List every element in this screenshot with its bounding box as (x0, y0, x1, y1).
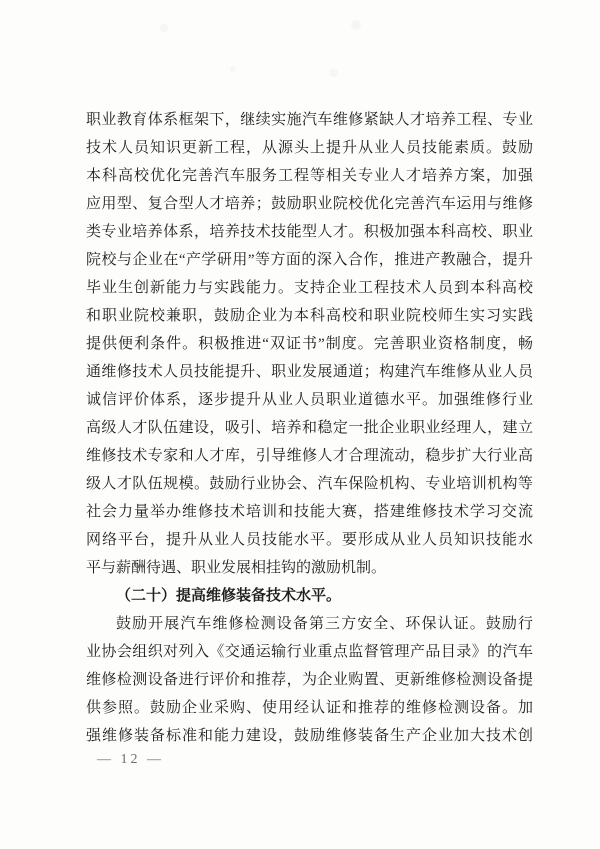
text-line: 平与薪酬待遇、职业发展相挂钩的激励机制。 (86, 560, 387, 576)
text-line: 维修检测设备进行评价和推荐，为企业购置、更新维修检测设备提 (86, 672, 533, 688)
section-heading: （二十）提高维修装备技术水平。 (116, 588, 342, 604)
scan-artifact (329, 69, 338, 77)
page-number: — 12 — (97, 752, 164, 767)
scan-artifact (230, 66, 236, 72)
body-text (86, 106, 533, 750)
text-line: 院校与企业在“产学研用”等方面的深入合作，推进产教融合，提升 (86, 252, 533, 268)
text-line: 和职业院校兼职，鼓励企业为本科高校和职业院校师生实习实践 (86, 308, 533, 324)
scan-artifact (351, 20, 361, 30)
text-line: 应用型、复合型人才培养；鼓励职业院校优化完善汽车运用与维修 (86, 196, 533, 212)
text-line: 本科高校优化完善汽车服务工程等相关专业人才培养方案，加强 (86, 168, 533, 184)
text-line: 职业教育体系框架下，继续实施汽车维修紧缺人才培养工程、专业 (86, 112, 533, 128)
text-line: 供参照。鼓励企业采购、使用经认证和推荐的维修检测设备。加 (86, 700, 533, 716)
text-line: 技术人员知识更新工程，从源头上提升从业人员技能素质。鼓励 (86, 140, 533, 156)
scan-artifact (160, 24, 168, 32)
text-line: 诚信评价体系，逐步提升从业人员职业道德水平。加强维修行业 (86, 392, 533, 408)
text-line: 强维修装备标准和能力建设，鼓励维修装备生产企业加大技术创 (86, 728, 533, 744)
text-line: 高级人才队伍建设，吸引、培养和稳定一批企业职业经理人，建立 (86, 420, 533, 436)
text-line: 毕业生创新能力与实践能力。支持企业工程技术人员到本科高校 (86, 280, 533, 296)
text-line: 级人才队伍规模。鼓励行业协会、汽车保险机构、专业培训机构等 (86, 476, 533, 492)
text-line: 社会力量举办维修技术培训和技能大赛，搭建维修技术学习交流 (86, 504, 533, 520)
text-line: 通维修技术人员技能提升、职业发展通道；构建汽车维修从业人员 (86, 364, 533, 380)
text-line: 网络平台，提升从业人员技能水平。要形成从业人员知识技能水 (86, 532, 533, 548)
text-line: 维修技术专家和人才库，引导维修人才合理流动，稳步扩大行业高 (86, 448, 533, 464)
text-line: 类专业培养体系，培养技术技能型人才。积极加强本科高校、职业 (86, 224, 533, 240)
text-line: 提供便利条件。积极推进“双证书”制度。完善职业资格制度，畅 (86, 336, 533, 352)
text-line: 业协会组织对列入《交通运输行业重点监督管理产品目录》的汽车 (86, 644, 533, 660)
text-line: 鼓励开展汽车维修检测设备第三方安全、环保认证。鼓励行 (116, 616, 533, 632)
